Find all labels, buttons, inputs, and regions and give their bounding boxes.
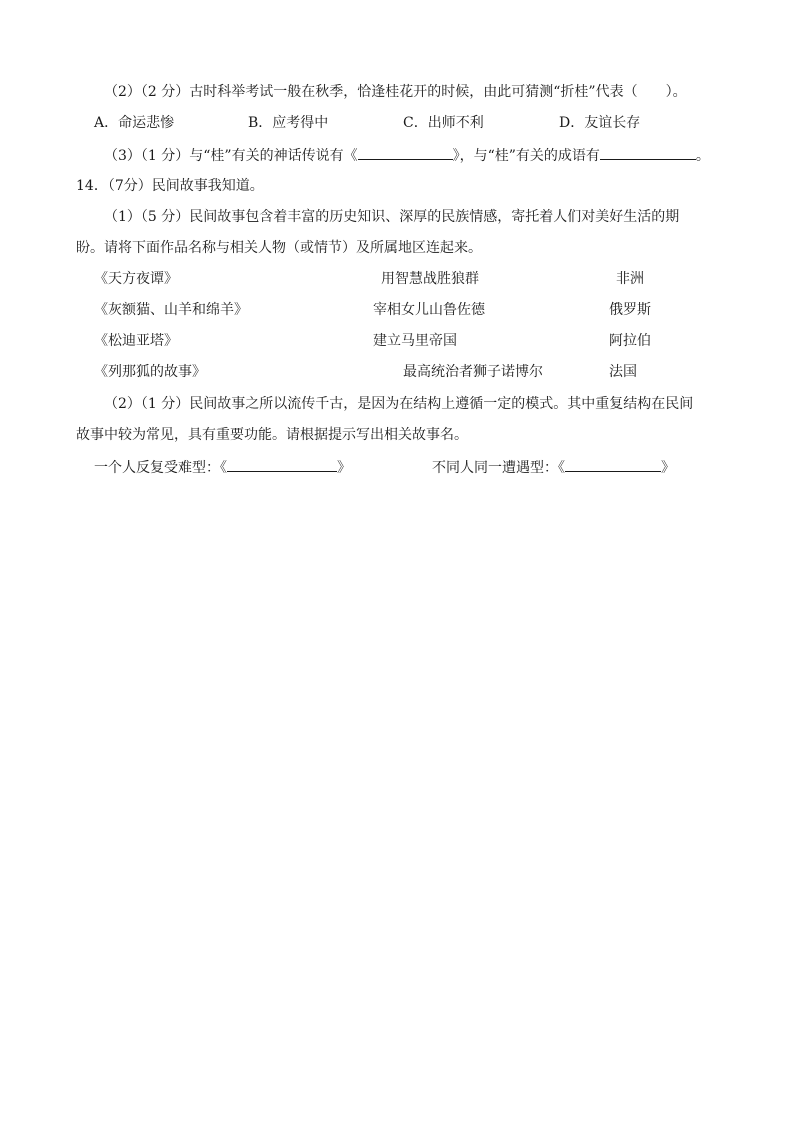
prompt1-blank[interactable]	[227, 457, 337, 472]
myth-blank[interactable]	[358, 145, 453, 160]
q13-sub3-part2: 》，与“桂”有关的成语有	[452, 148, 600, 164]
prompt2-suffix: 》	[661, 460, 675, 476]
q14-sub1-line1: （1）（5 分）民间故事包含着丰富的历史知识、深厚的民族情感，寄托着人们对美好生活的期	[104, 209, 680, 225]
idiom-blank[interactable]	[600, 145, 696, 160]
region-item[interactable]: 法国	[609, 364, 637, 380]
q14-sub2-line2: 故事中较为常见，具有重要功能。请根据提示写出相关故事名。	[76, 427, 468, 443]
option-d[interactable]: D．友谊长存	[559, 115, 641, 131]
q13-sub3-end: 。	[695, 148, 710, 164]
prompt2-prefix: 不同人同一遭遇型：《	[432, 460, 565, 476]
region-item[interactable]: 阿拉伯	[609, 333, 651, 349]
q14-sub2-line1: （2）（1 分）民间故事之所以流传千古，是因为在结构上遵循一定的模式。其中重复结构在民间	[104, 396, 694, 412]
prompt-same-encounter	[432, 457, 675, 478]
q13-sub3-part1: （3）（1 分）与“桂”有关的神话传说有《	[104, 148, 358, 164]
work-item[interactable]: 《天方夜谭》	[94, 271, 178, 287]
q13-sub2-question	[104, 82, 687, 102]
option-a[interactable]: A．命运悲惨	[94, 115, 175, 131]
character-item[interactable]: 建立马里帝国	[373, 333, 457, 349]
prompt1-suffix: 》	[337, 460, 351, 476]
q13-sub3-question	[104, 145, 710, 166]
region-item[interactable]: 俄罗斯	[609, 302, 651, 318]
prompt-repeated-suffering	[94, 457, 351, 478]
character-item[interactable]: 用智慧战胜狼群	[381, 271, 479, 287]
q13-sub2-paren-close: ）。	[665, 84, 687, 100]
option-b[interactable]: B．应考得中	[248, 115, 329, 131]
q14-sub1-line2: 盼。请将下面作品名称与相关人物（或情节）及所属地区连起来。	[76, 240, 482, 256]
region-item[interactable]: 非洲	[616, 271, 644, 287]
work-item[interactable]: 《松迪亚塔》	[94, 333, 178, 349]
character-item[interactable]: 宰相女儿山鲁佐德	[373, 302, 485, 318]
q13-sub2-text: （2）（2 分）古时科举考试一般在秋季，恰逢桂花开的时候，由此可猜测“折桂”代表（	[104, 84, 638, 100]
prompt1-prefix: 一个人反复受难型：《	[94, 460, 227, 476]
option-c[interactable]: C．出师不利	[403, 115, 484, 131]
q14-header: 14．（7分）民间故事我知道。	[76, 178, 264, 194]
prompt2-blank[interactable]	[565, 457, 661, 472]
character-item[interactable]: 最高统治者狮子诺博尔	[403, 364, 543, 380]
work-item[interactable]: 《列那狐的故事》	[94, 364, 206, 380]
work-item[interactable]: 《灰额猫、山羊和绵羊》	[94, 302, 248, 318]
